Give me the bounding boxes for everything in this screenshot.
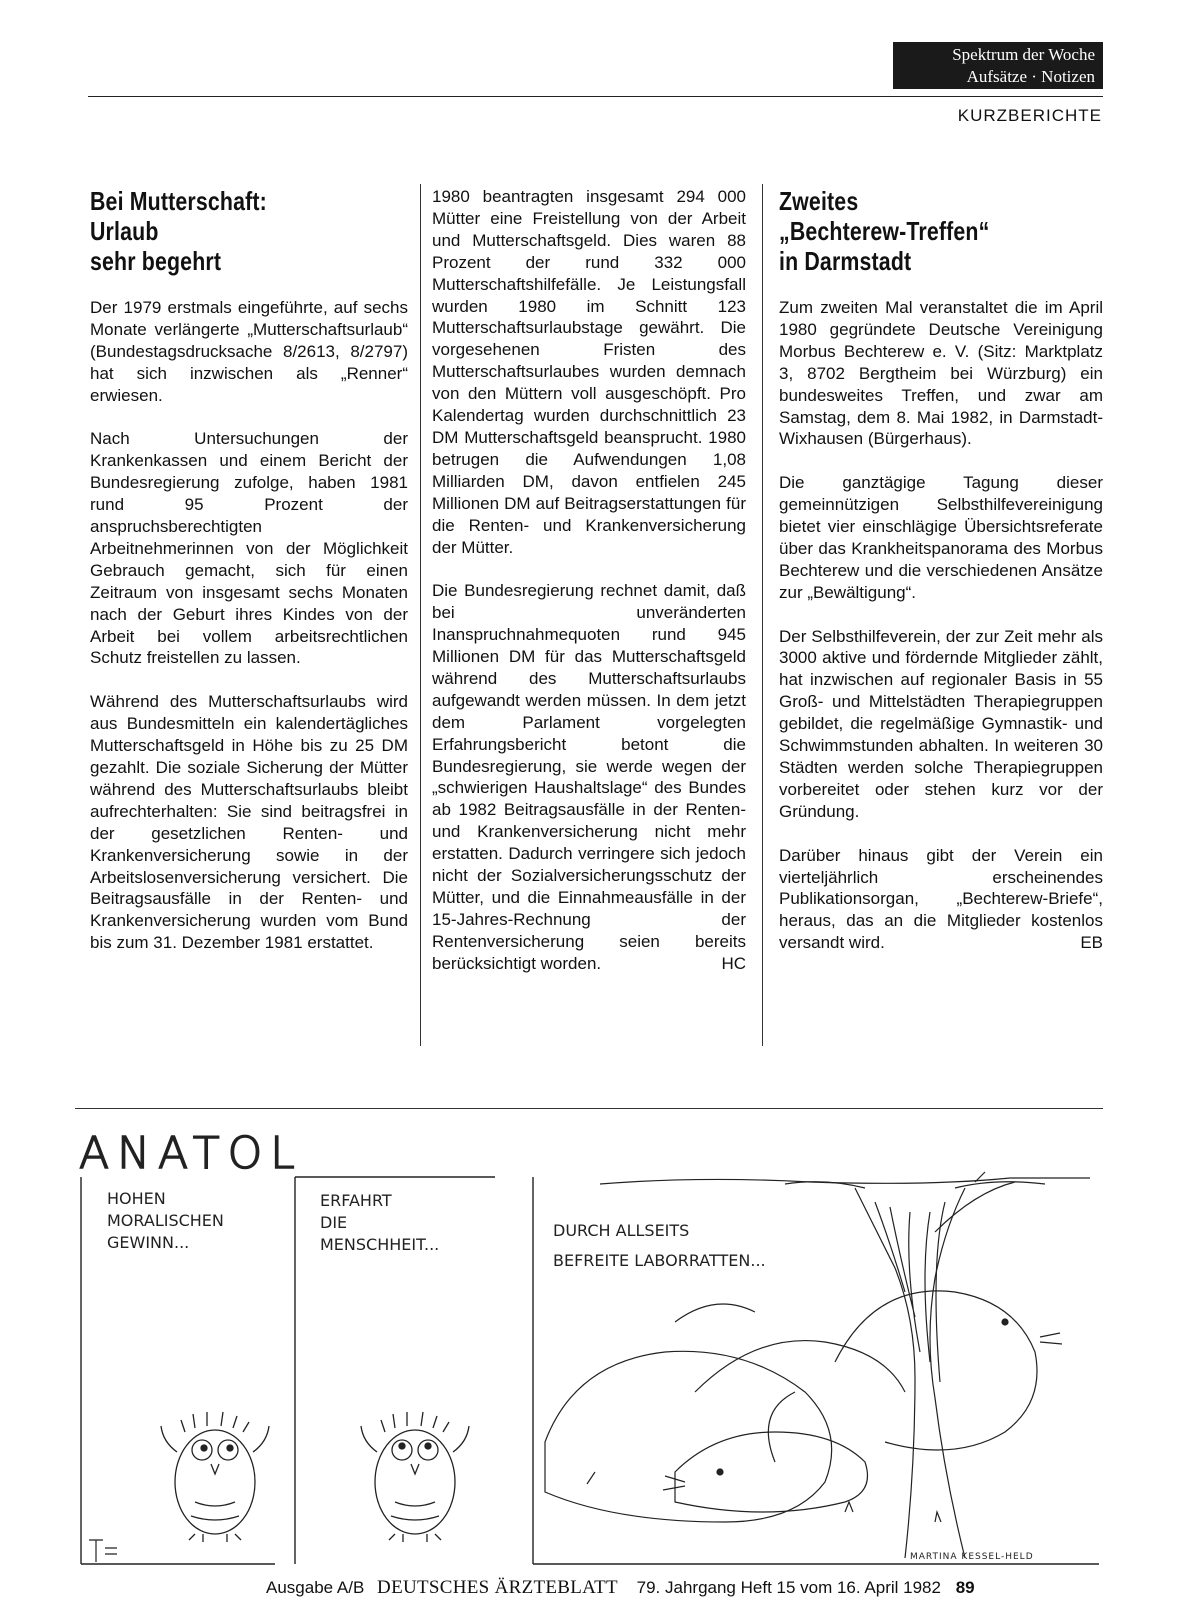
artist-signature: MARTINA KESSEL-HELD [910,1552,1034,1562]
article2-title [779,186,1045,276]
badge-line-1: Spektrum der Woche [952,45,1095,64]
top-rule [88,96,1103,97]
article1-title-line: Bei Mutterschaft: [90,186,267,216]
column-divider [420,184,421,1046]
article1-paragraph: Während des Mutterschaftsurlaubs wird aus Bundesmitteln ein kalendertägliches Mutterschaftsgeld in Höhe bis zu 25 DM gezahlt. Die soziale Sicherung der Mütter während des Mutterschaftsurlaubs bleibt aufrechterhalten: Sie sind beitragsfrei in der gesetzlichen Renten- und Krankenversicherung sowie in der Arbeitslosenversicherung versichert. Die Beitragsausfälle in der Renten- und Krankenversicherung wurden vom Bund bis zum 31. Dezember 1981 erstattet. [90,692,408,953]
anatol-cartoon [75,1112,1105,1572]
cartoon-panel-2 [295,1177,495,1564]
article1-paragraph: Nach Untersuchungen der Krankenkassen und einem Bericht der Bundesregierung zufolge, haben 1981 rund 95 Prozent der anspruchsberechtigten Arbeitnehmerinnen von der Möglichkeit Gebrauch gemacht, sich für einen Zeitraum von insgesamt sechs Monaten nach der Geburt ihres Kindes von der Arbeit bei vollem arbeitsrechtlichen Schutz freistellen zu lassen. [90,429,408,668]
tree-drawing [785,1172,1045,1558]
article1-column1 [90,186,408,954]
footer-page-number: 89 [955,1578,975,1597]
article2-paragraph-text: Darüber hinaus gibt der Verein ein vierteljährlich erscheinendes Publikationsorgan, „Bechterew-Briefe“, heraus, das an die Mitglieder kostenlos versandt wird. [779,845,1103,953]
footer-issue: 79. Jahrgang Heft 15 vom 16. April 1982 [636,1578,941,1597]
column-divider [762,184,763,1046]
owl-drawing [361,1412,469,1542]
article2-title-line: „Bechterew-Treffen“ [779,216,990,246]
footer-journal: DEUTSCHES ÄRZTEBLATT [377,1577,618,1598]
article2-signature: EB [1080,933,1103,953]
owl-drawing [161,1412,269,1542]
article1-title-line: Urlaub [90,216,159,246]
cartoon-title: ANATOL [79,1128,303,1179]
article1-title [90,186,351,276]
section-badge [893,42,1103,89]
panel1-text-line: HOHEN [107,1189,166,1208]
cartoon-rule [75,1108,1103,1109]
article2-title-line: in Darmstadt [779,246,912,276]
article1-paragraph: 1980 beantragten insgesamt 294 000 Mütter eine Freistellung von der Arbeit und Mutterschaftsgeld. Dies waren 88 Prozent der rund 332 000 Mutterschaftshilfefälle. Je Leistungsfall wurden 1980 im Schnitt 123 Mutterschaftsurlaubstage gewährt. Die vorgesehenen Fristen des Mutterschaftsurlaubes wurden demnach von den Müttern voll ausgeschöpft. Pro Kalendertag wurden durchschnittlich 23 DM Mutterschaftsgeld beansprucht. 1980 betrugen die Aufwendungen 1,08 Milliarden DM, davon entfielen 245 Millionen DM auf Beitragserstattungen für die Renten- und Krankenversicherung der Mütter. [432,187,746,557]
panel1-text-line: GEWINN... [107,1233,190,1252]
article1-signature: HC [721,953,746,973]
article1-paragraph [432,580,746,974]
badge-line-2: Aufsätze · Notizen [966,67,1095,86]
cartoon-panel-3 [533,1172,1099,1564]
panel2-text-line: DIE [320,1213,348,1232]
lab-rats-drawing [545,1291,1062,1522]
panel2-text-line: MENSCHHEIT... [320,1235,440,1254]
footer-edition: Ausgabe A/B [266,1578,365,1597]
article2-title-line: Zweites [779,186,859,216]
article1-title-line: sehr begehrt [90,246,222,276]
article2-paragraph: Zum zweiten Mal veranstaltet die im April 1980 gegründete Deutsche Vereinigung Morbus Bechterew e. V. (Sitz: Marktplatz 3, 8702 Bergtheim bei Würzburg) ein bundesweites Treffen, und zwar am Samstag, dem 8. Mai 1982, in Darmstadt-Wixhausen (Bürgerhaus). [779,298,1103,449]
article2-paragraph: Die ganztägige Tagung dieser gemeinnützigen Selbsthilfevereinigung bietet vier einschlägige Übersichtsreferate über das Krankheitspanorama des Morbus Bechterew und die verschiedenen Ansätze zur „Bewältigung“. [779,473,1103,602]
cartoonist-initials [89,1540,117,1562]
page-footer [266,1577,975,1599]
article2-column [779,186,1103,954]
article1-paragraph: Der 1979 erstmals eingeführte, auf sechs Monate verlängerte „Mutterschaftsurlaub“ (Bundestagsdrucksache 8/2613, 8/2797) hat sich inzwischen als „Renner“ erwiesen. [90,298,408,405]
section-label: KURZBERICHTE [957,106,1102,125]
article1-column2 [432,186,746,975]
article1-paragraph-text: Die Bundesregierung rechnet damit, daß bei unveränderten Inanspruchnahmequoten rund 945 Millionen DM für das Mutterschaftsgeld während des Mutterschaftsurlaubs aufgewandt werden müssen. In dem jetzt dem Parlament vorgelegten Erfahrungsbericht betont die Bundesregierung, sie werde wegen der „schwierigen Haushaltslage“ des Bundes ab 1982 Beitragsausfälle in der Renten- und Krankenversicherung nicht mehr erstatten. Dadurch verringere sich jedoch nicht der Sozialversicherungsschutz der Mütter, und die Einnahmeausfälle in der 15-Jahres-Rechnung der Rentenversicherung seien bereits berücksichtigt worden. [432,581,746,973]
panel3-text-line: DURCH ALLSEITS [553,1221,690,1240]
article2-paragraph: Der Selbsthilfeverein, der zur Zeit mehr als 3000 aktive und fördernde Mitglieder zählt, hat inzwischen auf regionaler Basis in 55 Groß- und Mittelstädten Therapiegruppen gebildet, die regelmäßige Gymnastik- und Schwimmstunden abhalten. In weiteren 30 Städten werden solche Therapiegruppen vorbereitet oder stehen kurz vor der Gründung. [779,626,1103,821]
panel2-text-line: ERFAHRT [320,1191,392,1210]
cartoon-panel-1 [81,1177,275,1564]
panel1-text-line: MORALISCHEN [107,1211,224,1230]
article2-paragraph [779,845,1103,955]
panel3-text-line: BEFREITE LABORRATTEN... [553,1251,766,1270]
